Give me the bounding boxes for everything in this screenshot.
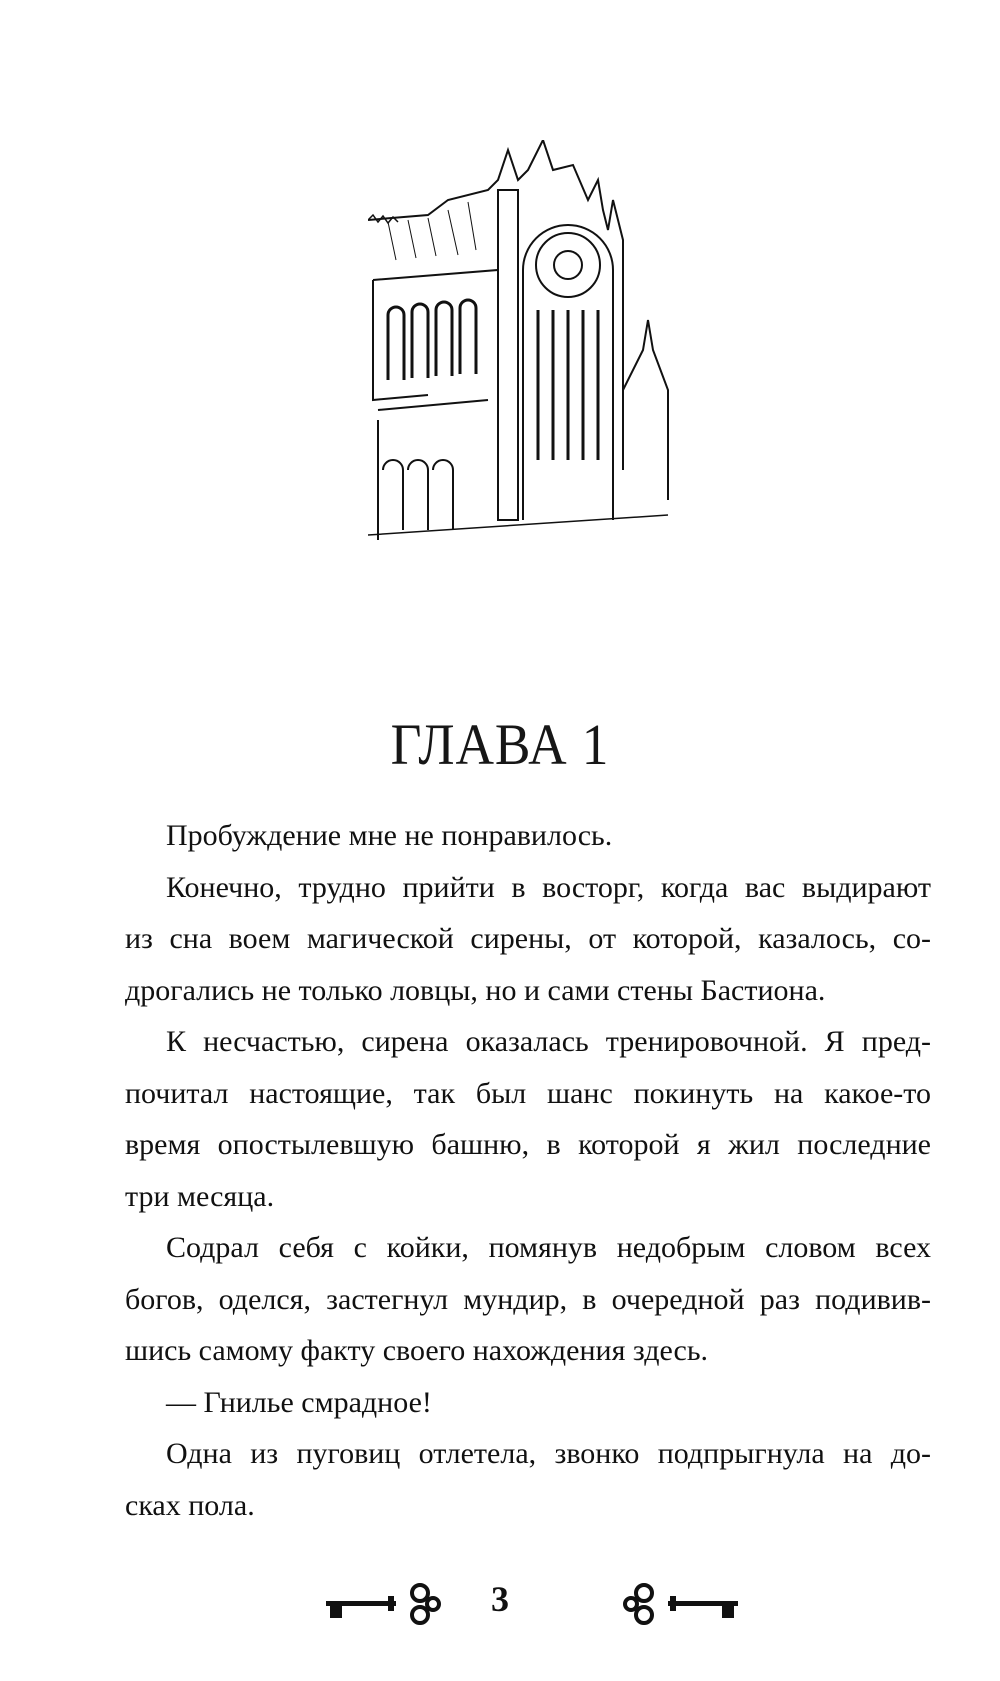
text-line: почитал настоящие, так был шанс покинуть на какое-то <box>125 1076 931 1110</box>
key-right-icon <box>620 1582 742 1628</box>
text-line: Одна из пуговиц отлетела, звонко подпрыгнула на до- <box>166 1437 931 1470</box>
text-line: — Гнилье смрадное! <box>166 1385 432 1419</box>
chapter-title: ГЛАВА 1 <box>390 711 610 777</box>
text-line: время опостылевшую башню, в которой я жил последние <box>125 1128 931 1161</box>
cathedral-illustration <box>368 140 678 550</box>
text-line: Конечно, трудно прийти в восторг, когда вас выдирают <box>166 870 931 904</box>
text-line: К несчастью, сирена оказалась тренировочной. Я пред- <box>166 1025 931 1058</box>
page-number: 3 <box>491 1579 509 1619</box>
paragraph <box>125 810 931 862</box>
paragraph <box>125 1222 931 1377</box>
body-text <box>125 810 931 1531</box>
text-line: сках пола. <box>125 1488 255 1522</box>
text-line: дрогались не только ловцы, но и сами стены Бастиона. <box>125 973 826 1007</box>
text-line: богов, оделся, застегнул мундир, в очередной раз подивив- <box>125 1282 931 1316</box>
paragraph <box>125 1016 931 1222</box>
text-line: шись самому факту своего нахождения здесь. <box>125 1334 709 1367</box>
text-line: Пробуждение мне не понравилось. <box>166 819 613 852</box>
page-footer <box>0 1570 1000 1640</box>
text-line: три месяца. <box>125 1179 275 1213</box>
text-line: из сна воем магической сирены, от которой, казалось, со- <box>125 922 931 955</box>
paragraph <box>125 1377 931 1429</box>
text-line: Содрал себя с койки, помянув недобрым словом всех <box>166 1231 931 1264</box>
paragraph <box>125 862 931 1017</box>
paragraph <box>125 1428 931 1531</box>
